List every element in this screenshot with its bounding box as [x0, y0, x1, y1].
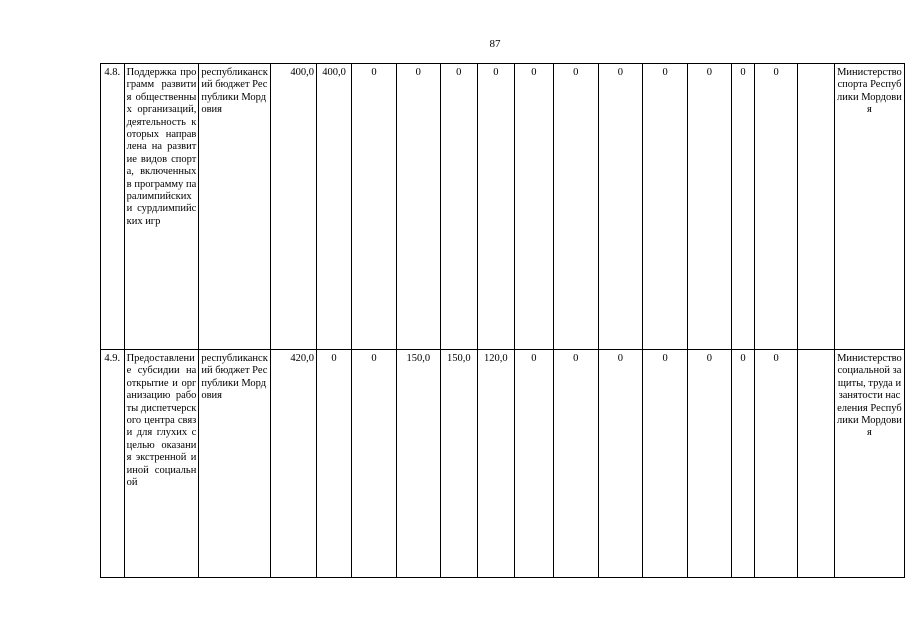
- year-value: 0: [352, 64, 397, 350]
- year-value: 0: [755, 64, 798, 350]
- year-value: 150,0: [440, 350, 477, 578]
- empty-cell: [798, 350, 835, 578]
- year-value: 400,0: [316, 64, 351, 350]
- funding-source: республиканский бюджет Республики Мордовия: [199, 350, 271, 578]
- year-value: 0: [643, 350, 688, 578]
- year-value: 0: [352, 350, 397, 578]
- year-value: 150,0: [396, 350, 440, 578]
- budget-table: [100, 63, 905, 578]
- executor: Министерство социальной защиты, труда и занятости населения Республики Мордовия: [834, 350, 904, 578]
- year-value: 120,0: [477, 350, 514, 578]
- year-value: 0: [396, 64, 440, 350]
- page-number: 87: [489, 38, 501, 50]
- row-number: 4.9.: [101, 350, 125, 578]
- year-value: 0: [755, 350, 798, 578]
- year-value: 0: [514, 350, 553, 578]
- year-value: 0: [731, 350, 755, 578]
- year-value: 0: [440, 64, 477, 350]
- year-value: 0: [553, 64, 598, 350]
- year-value: 0: [553, 350, 598, 578]
- year-value: 0: [598, 350, 643, 578]
- table-row: [101, 350, 905, 578]
- year-value: 0: [477, 64, 514, 350]
- measure-name: Предоставление субсидии на открытие и организацию работы диспетчерского центра связи для глухих с целью оказания экстренной и иной социальной: [124, 350, 199, 578]
- total-amount: 400,0: [271, 64, 317, 350]
- table-row: [101, 64, 905, 350]
- year-value: 0: [316, 350, 351, 578]
- year-value: 0: [688, 350, 732, 578]
- executor: Министерство спорта Республики Мордовия: [834, 64, 904, 350]
- measure-name: Поддержка программ развития общественных организаций, деятельность которых направлена на развитие видов спорта, включенных в программу паралимпийских и сурдлимпийских игр: [124, 64, 199, 350]
- year-value: 0: [514, 64, 553, 350]
- row-number: 4.8.: [101, 64, 125, 350]
- total-amount: 420,0: [271, 350, 317, 578]
- empty-cell: [798, 64, 835, 350]
- year-value: 0: [643, 64, 688, 350]
- year-value: 0: [731, 64, 755, 350]
- year-value: 0: [688, 64, 732, 350]
- funding-source: республиканский бюджет Республики Мордовия: [199, 64, 271, 350]
- year-value: 0: [598, 64, 643, 350]
